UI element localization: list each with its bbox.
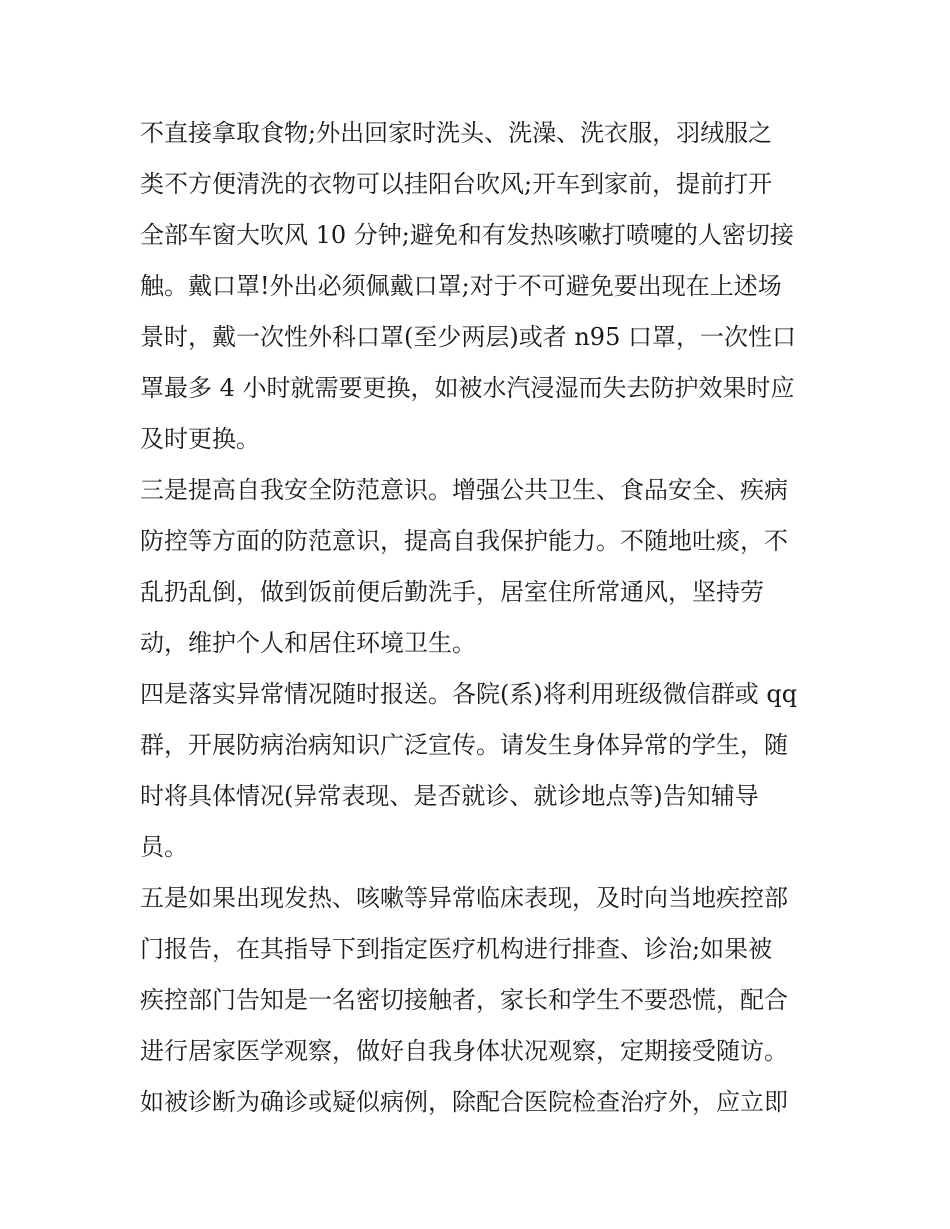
text-line: 四是落实异常情况随时报送。各院(系)将利用班级微信群或 qq <box>140 680 798 708</box>
text-line: 三是提高自我安全防范意识。增强公共卫生、食品安全、疾病 <box>140 476 788 504</box>
text-line: 全部车窗大吹风 10 分钟;避免和有发热咳嗽打喷嚏的人密切接 <box>140 221 794 249</box>
text-line: 触。戴口罩!外出必须佩戴口罩;对于不可避免要出现在上述场 <box>140 272 782 300</box>
text-line: 门报告，在其指导下到指定医疗机构进行排查、诊治;如果被 <box>140 935 773 963</box>
text-line: 群，开展防病治病知识广泛宣传。请发生身体异常的学生，随 <box>140 731 788 759</box>
text-line: 类不方便清洗的衣物可以挂阳台吹风;开车到家前，提前打开 <box>140 170 773 198</box>
text-line: 罩最多 4 小时就需要更换，如被水汽浸湿而失去防护效果时应 <box>140 374 795 402</box>
text-line: 疾控部门告知是一名密切接触者，家长和学生不要恐慌，配合 <box>140 986 788 1014</box>
text-line: 及时更换。 <box>140 425 260 453</box>
paragraph-item-five <box>140 873 815 1128</box>
text-line: 乱扔乱倒，做到饭前便后勤洗手，居室住所常通风，坚持劳 <box>140 578 764 606</box>
text-line: 景时，戴一次性外科口罩(至少两层)或者 n95 口罩，一次性口 <box>140 323 796 351</box>
text-line: 不直接拿取食物;外出回家时洗头、洗澡、洗衣服，羽绒服之 <box>140 119 773 147</box>
text-line: 员。 <box>140 833 188 861</box>
document-body <box>140 108 815 1128</box>
text-line: 防控等方面的防范意识，提高自我保护能力。不随地吐痰，不 <box>140 527 788 555</box>
paragraph-precautions <box>140 108 815 465</box>
text-line: 动，维护个人和居住环境卫生。 <box>140 629 476 657</box>
paragraph-item-three <box>140 465 815 669</box>
paragraph-item-four <box>140 669 815 873</box>
text-line: 五是如果出现发热、咳嗽等异常临床表现，及时向当地疾控部 <box>140 884 788 912</box>
text-line: 进行居家医学观察，做好自我身体状况观察，定期接受随访。 <box>140 1037 788 1065</box>
text-line: 时将具体情况(异常表现、是否就诊、就诊地点等)告知辅导 <box>140 782 759 810</box>
text-line: 如被诊断为确诊或疑似病例，除配合医院检查治疗外，应立即 <box>140 1088 788 1116</box>
